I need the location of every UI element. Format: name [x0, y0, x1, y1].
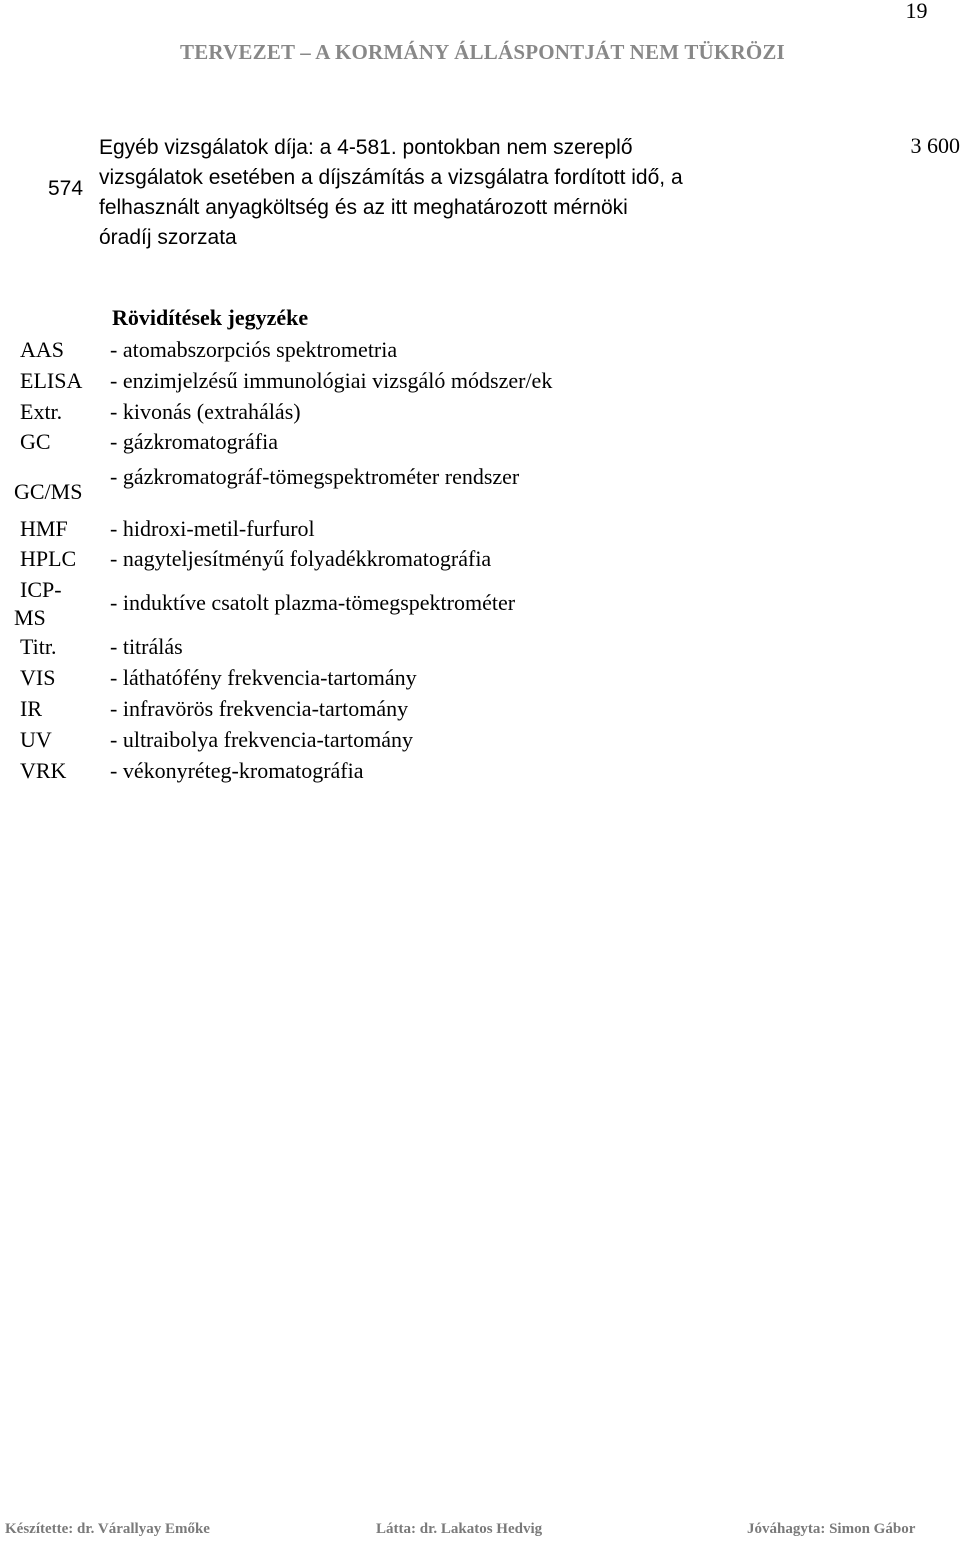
abbreviation-value: - nagyteljesítményű folyadékkromatográfia [110, 546, 492, 571]
abbreviation-key: HPLC [20, 546, 77, 571]
abbreviation-value: - gázkromatográf-tömegspektrométer rendszer [110, 464, 520, 489]
abbreviation-key-line: MS [14, 605, 46, 630]
abbreviation-row [0, 366, 960, 397]
abbreviation-value: - enzimjelzésű immunológiai vizsgáló módszer/ek [110, 368, 553, 393]
fee-description-line: felhasznált anyagköltség és az itt meghatározott mérnöki [99, 196, 628, 219]
abbreviation-key: VIS [20, 665, 56, 690]
abbreviation-key: VRK [20, 758, 67, 783]
abbreviation-row [0, 694, 960, 725]
fee-item-number: 574 [48, 177, 84, 200]
abbreviation-key: GC/MS [14, 479, 83, 504]
abbreviation-key: Extr. [20, 399, 63, 424]
footer-approved-by: Jóváhagyta: Simon Gábor [747, 1521, 916, 1537]
abbreviation-value: - ultraibolya frekvencia-tartomány [110, 727, 413, 752]
abbreviation-value: - induktíve csatolt plazma-tömegspektrométer [110, 590, 516, 615]
fee-description-line: óradíj szorzata [99, 226, 237, 249]
abbreviation-value: - titrálás [110, 634, 183, 659]
abbreviation-key: IR [20, 696, 42, 721]
fee-item-price: 3 600 [910, 133, 960, 158]
footer-reviewed-by: Látta: dr. Lakatos Hedvig [376, 1521, 543, 1537]
abbreviation-key: HMF [20, 516, 68, 541]
page-number [0, 0, 944, 24]
fee-item-description [99, 133, 739, 253]
abbreviation-key-line: ICP- [20, 577, 62, 602]
abbreviation-value: - hidroxi-metil-furfurol [110, 516, 315, 541]
fee-description-line: Egyéb vizsgálatok díja: a 4-581. pontokban nem szereplő [99, 136, 633, 159]
abbreviation-value: - láthatófény frekvencia-tartomány [110, 665, 417, 690]
abbreviation-row [0, 663, 960, 694]
abbreviation-key: UV [20, 727, 52, 752]
abbreviation-value: - infravörös frekvencia-tartomány [110, 696, 409, 721]
abbreviation-row [0, 756, 960, 787]
abbreviation-row [0, 335, 960, 366]
fee-item-row [0, 133, 960, 253]
abbreviation-row [0, 427, 960, 461]
footer-prepared-by: Készítette: dr. Várallyay Emőke [5, 1521, 210, 1537]
abbreviations-title: Rövidítések jegyzéke [112, 305, 309, 330]
abbreviation-value: - kivonás (extrahálás) [110, 399, 301, 424]
abbreviations-table [0, 335, 960, 787]
abbreviation-key: AAS [20, 337, 65, 362]
abbreviation-row [0, 576, 960, 632]
abbreviation-row [0, 725, 960, 756]
abbreviation-row [0, 397, 960, 427]
fee-description-line: vizsgálatok esetében a díjszámítás a vizsgálatra fordított idő, a [99, 166, 683, 189]
page-number-text: 19 [905, 0, 928, 23]
approval-footer [0, 1521, 960, 1541]
abbreviation-key: GC [20, 429, 51, 454]
abbreviation-value: - vékonyréteg-kromatográfia [110, 758, 364, 783]
abbreviation-row [0, 461, 960, 514]
abbreviation-key: ELISA [20, 368, 83, 393]
abbreviation-value: - gázkromatográfia [110, 429, 278, 454]
abbreviation-key: Titr. [20, 634, 57, 659]
draft-header: TERVEZET – A KORMÁNY ÁLLÁSPONTJÁT NEM TÜKRÖZI [180, 40, 785, 64]
abbreviation-row [0, 514, 960, 544]
abbreviation-row [0, 544, 960, 576]
abbreviation-value: - atomabszorpciós spektrometria [110, 337, 398, 362]
abbreviation-key [14, 576, 62, 632]
abbreviation-row [0, 632, 960, 663]
